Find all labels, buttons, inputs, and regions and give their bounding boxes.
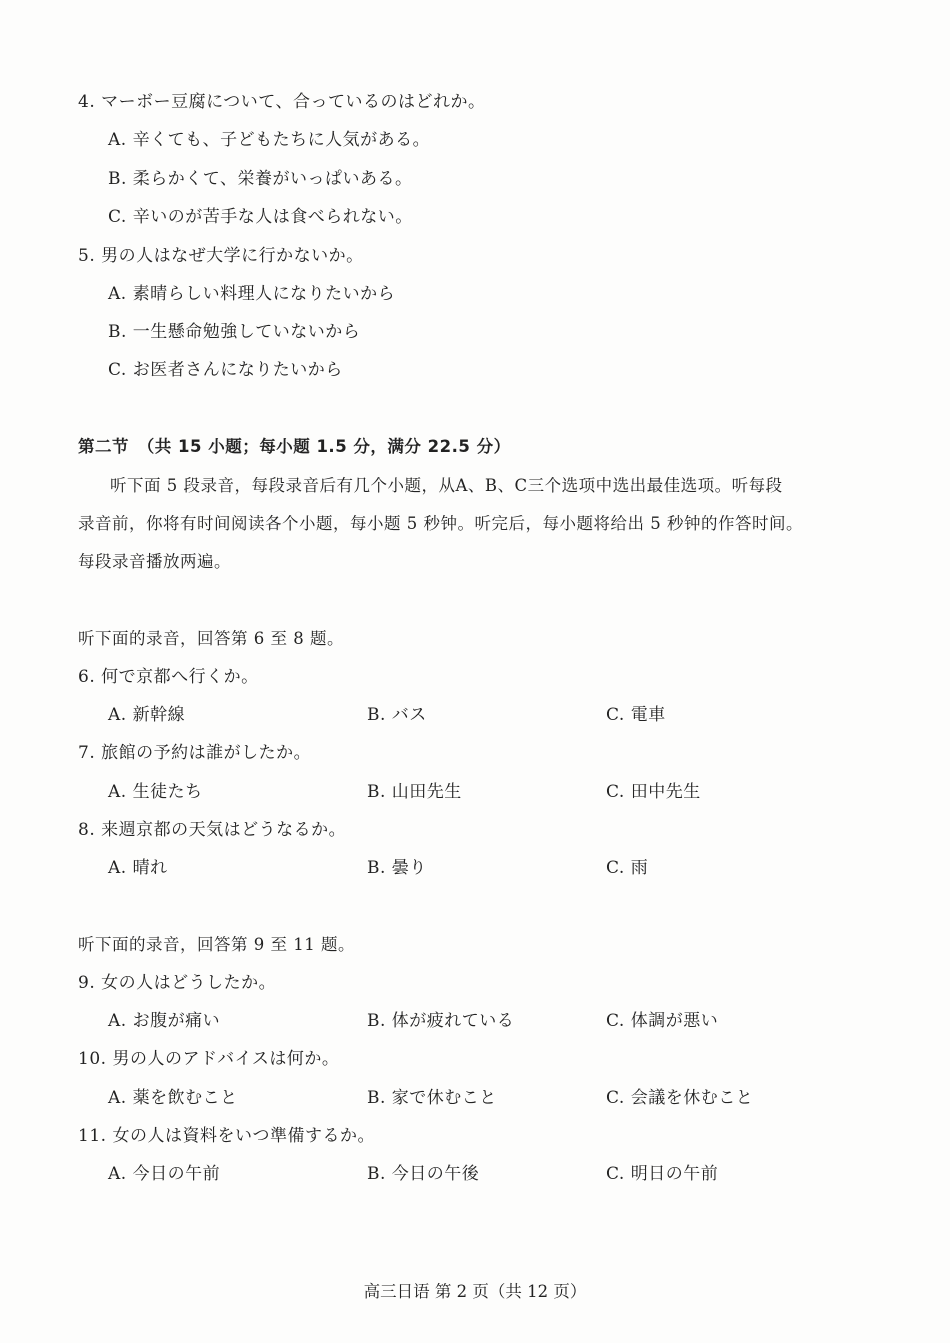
question-5-option-b: B. 一生懸命勉強していないから	[108, 322, 361, 342]
question-10-stem: 10. 男の人のアドバイスは何か。	[78, 1049, 340, 1069]
question-9-stem: 9. 女の人はどうしたか。	[78, 973, 277, 993]
question-8-option-a: A. 晴れ	[108, 858, 168, 878]
question-4-option-c: C. 辛いのが苦手な人は食べられない。	[108, 207, 413, 227]
question-7-option-a: A. 生徒たち	[108, 782, 203, 802]
question-11-option-a: A. 今日の午前	[108, 1164, 221, 1184]
section-2-instructions-line-2: 录音前，你将有时间阅读各个小题，每小题 5 秒钟。听完后，每小题将给出 5 秒钟的作答时间。	[78, 514, 803, 533]
question-8-option-c: C. 雨	[606, 858, 649, 878]
question-4-option-a: A. 辛くても、子どもたちに人気がある。	[108, 130, 431, 150]
question-11-stem: 11. 女の人は資料をいつ準備するか。	[78, 1126, 375, 1146]
question-7-stem: 7. 旅館の予約は誰がしたか。	[78, 743, 312, 763]
section-2-title: 第二节 （共 15 小题；每小题 1.5 分，满分 22.5 分）	[78, 437, 511, 456]
group-1-intro: 听下面的录音，回答第 6 至 8 题。	[78, 629, 344, 648]
question-10-option-c: C. 会議を休むこと	[606, 1088, 754, 1108]
question-4-stem: 4. マーボー豆腐について、合っているのはどれか。	[78, 92, 486, 112]
section-2-instructions-line-3: 每段录音播放两遍。	[78, 552, 231, 571]
question-9-option-b: B. 体が疲れている	[367, 1011, 515, 1031]
question-11-option-c: C. 明日の午前	[606, 1164, 719, 1184]
question-9-option-a: A. お腹が痛い	[108, 1011, 221, 1031]
question-5-stem: 5. 男の人はなぜ大学に行かないか。	[78, 246, 364, 266]
question-9-option-c: C. 体調が悪い	[606, 1011, 719, 1031]
question-7-option-c: C. 田中先生	[606, 782, 701, 802]
question-6-option-c: C. 電車	[606, 705, 666, 725]
question-6-stem: 6. 何で京都へ行くか。	[78, 667, 259, 687]
question-4-option-b: B. 柔らかくて、栄養がいっぱいある。	[108, 169, 413, 189]
question-8-stem: 8. 来週京都の天気はどうなるか。	[78, 820, 347, 840]
question-11-option-b: B. 今日の午後	[367, 1164, 480, 1184]
page-footer: 高三日语 第 2 页（共 12 页）	[363, 1282, 587, 1301]
question-8-option-b: B. 曇り	[367, 858, 427, 878]
question-7-option-b: B. 山田先生	[367, 782, 462, 802]
question-6-option-b: B. バス	[367, 705, 427, 725]
section-2-instructions-line-1: 听下面 5 段录音，每段录音后有几个小题，从A、B、C三个选项中选出最佳选项。听每段	[110, 476, 783, 495]
question-6-option-a: A. 新幹線	[108, 705, 186, 725]
question-5-option-a: A. 素晴らしい料理人になりたいから	[108, 284, 396, 304]
question-10-option-b: B. 家で休むこと	[367, 1088, 497, 1108]
group-2-intro: 听下面的录音，回答第 9 至 11 题。	[78, 935, 355, 954]
question-5-option-c: C. お医者さんになりたいから	[108, 360, 343, 380]
question-10-option-a: A. 薬を飲むこと	[108, 1088, 238, 1108]
